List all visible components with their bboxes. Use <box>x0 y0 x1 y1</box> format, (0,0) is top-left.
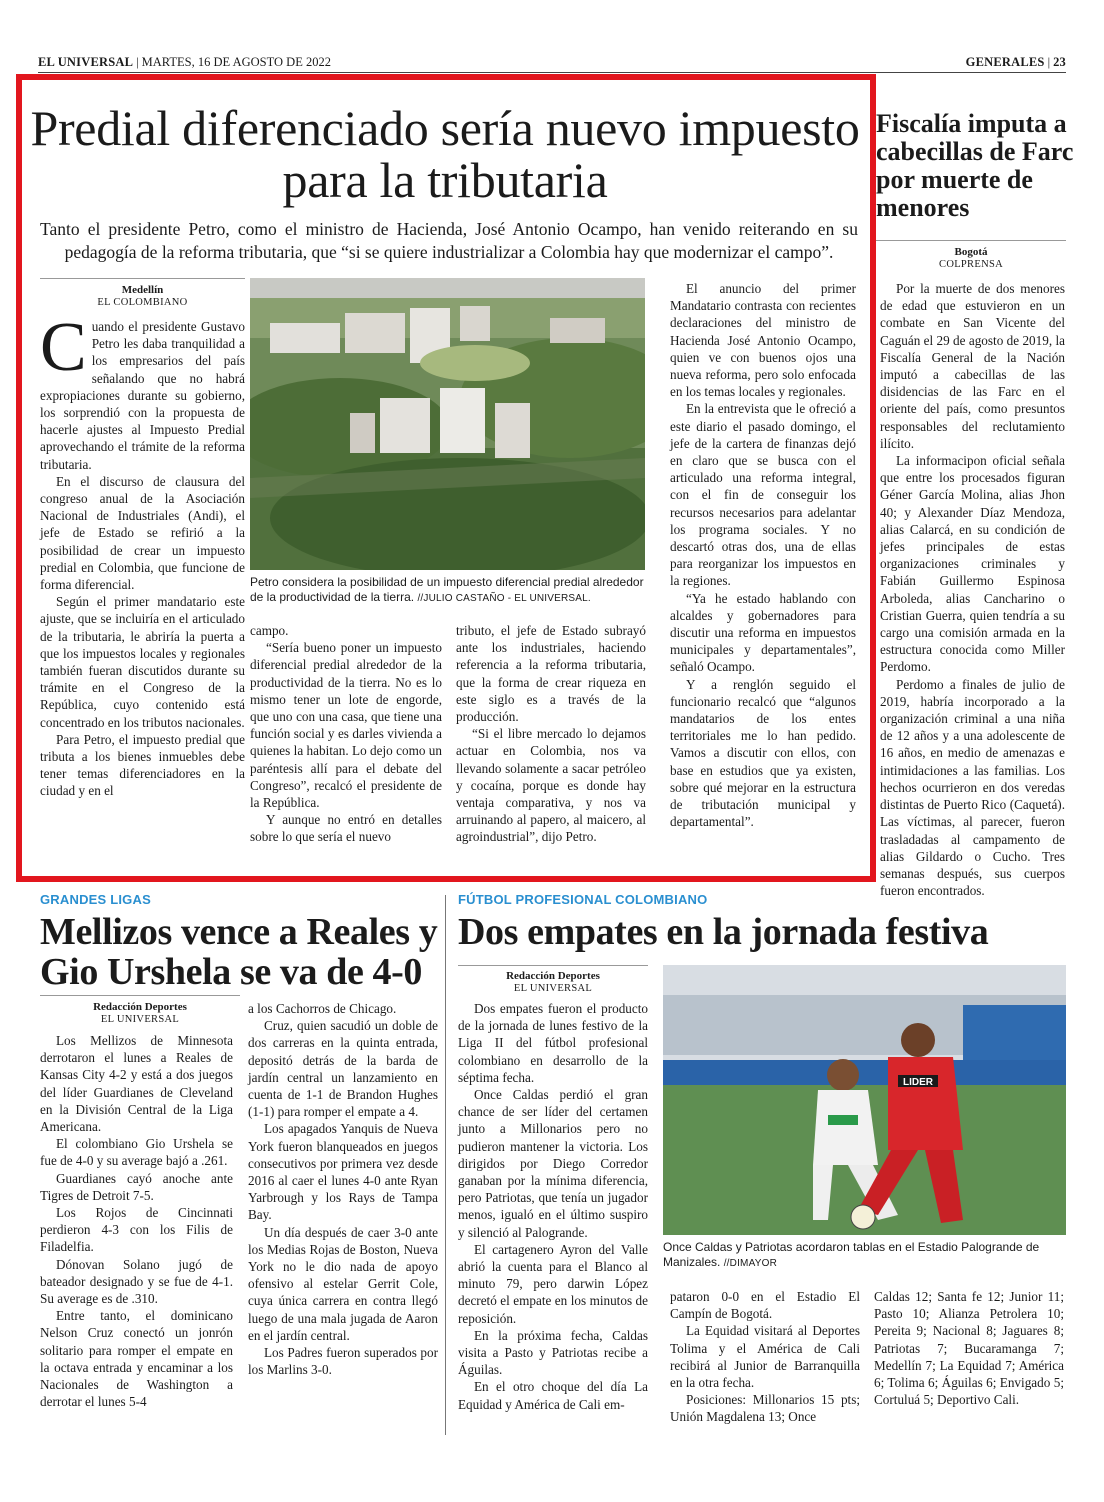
main-column-4 <box>670 280 856 831</box>
side-headline: Fiscalía imputa a cabecillas de Farc por muerte de menores <box>876 109 1074 222</box>
paragraph: a los Cachorros de Chicago. <box>248 1001 397 1016</box>
paragraph: Perdomo a finales de julio de 2019, habría incorporado a la organización criminal a una niña de 12 años y a una adolescente de 16 años, en medio de amenazas e intimidaciones a las familias. Los hechos ocurrieron en dos veredas distintas de Puerto Rico (Caquetá). Las víctimas, al parecer, fueron trasladadas al campamento de alias Gildardo o Cucho. Tres semanas después, sus cuerpos fueron encontrados. <box>880 676 1065 899</box>
mlb-column-2 <box>248 1000 438 1378</box>
paragraph: campo. <box>250 623 289 638</box>
caption-text: Petro considera la posibilidad de un impuesto diferencial predial alrededor de la productividad de la tierra. <box>250 575 644 604</box>
paragraph: Y a renglón seguido el funcionario recalcó que “algunos mandatarios de los entes territoriales me lo han pedido. Vamos a discutir con ellos, con base en estudios que ya existen, sobre qué mejorar en la estructura de tributación municipal y departamental”. <box>670 676 856 830</box>
mlb-byline-rule <box>40 995 240 996</box>
header-right <box>966 55 1066 70</box>
paragraph: Los Rojos de Cincinnati perdieron 4-3 con los Filis de Filadelfia. <box>40 1205 233 1255</box>
mlb-byline <box>40 1001 240 1026</box>
jersey-sponsor-text: LIDER <box>903 1077 933 1088</box>
byline-city: Redacción Deportes <box>506 970 600 982</box>
soccer-match-photo <box>663 965 1066 1235</box>
byline-city: Redacción Deportes <box>93 1001 187 1013</box>
main-column-2 <box>250 622 442 846</box>
paragraph: pataron 0-0 en el Estadio El Campín de Bogotá. <box>670 1289 860 1322</box>
paragraph: “Ya he estado hablando con alcaldes y gobernadores para discutir una reforma en impuestos municipales y departamentales”, señaló Ocampo. <box>670 590 856 675</box>
paragraph: Los Padres fueron superados por los Marlins 3-0. <box>248 1345 438 1378</box>
aerial-city-photo <box>250 278 645 570</box>
paragraph: El colombiano Gio Urshela se fue de 4-0 y su average bajó a .261. <box>40 1136 233 1169</box>
futbol-column-2 <box>670 1288 860 1426</box>
side-byline <box>876 246 1066 271</box>
paragraph: “Sería bueno poner un impuesto diferencial predial alrededor de la productividad de la tierra. No es lo mismo tener un lote de engorde, que uno con una casa, que tiene una función social y es darles vivienda a quienes la habitan. Lo dejo como un paréntesis allí para el debate del Congreso”, recalcó el presidente de la República. <box>250 640 442 811</box>
paragraph: Los apagados Yanquis de Nueva York fueron blanqueados en juegos consecutivos por primera vez desde 2016 al caer el lunes 4-0 ante Ryan Yarbrough y los Rays de Tampa Bay. <box>248 1121 438 1223</box>
paragraph: Once Caldas perdió el gran chance de ser líder del certamen junto a Millonarios pero no pudieron mantener la victoria. Los dirigidos por Diego Corredor ganaban por la mínima diferencia, pero Patriotas, que tenía un jugador menos, igualó en el último suspiro y silenció al Palogrande. <box>458 1087 648 1240</box>
header-divider: | <box>136 54 139 69</box>
drop-cap: C <box>40 309 87 386</box>
deck-rule <box>40 278 245 279</box>
caption-text: Once Caldas y Patriotas acordaron tablas en el Estadio Palogrande de Manizales. <box>663 1240 1040 1269</box>
paragraph: Los Mellizos de Minnesota derrotaron el lunes a Reales de Kansas City 4-2 y está a dos juegos del líder Guardianes de Cleveland en la División Central de la Liga Americana. <box>40 1033 233 1135</box>
side-rule <box>876 240 1066 241</box>
soccer-photo-illustration <box>663 965 1066 1235</box>
paragraph: Y aunque no entró en detalles sobre lo que sería el nuevo <box>250 812 442 845</box>
byline-agency: EL COLOMBIANO <box>97 297 188 308</box>
paragraph: Cuando el presidente Gustavo Petro les daba tranquilidad a los empresarios del país señalando que no habrá expropiaciones durante su gobierno, los sorprendió con la propuesta de hacerle ajustes al Impuesto Predial aprovechando el trámite de la reforma tributaria. <box>40 309 245 472</box>
issue-date: MARTES, 16 DE AGOSTO DE 2022 <box>141 54 331 69</box>
futbol-photo-caption <box>663 1240 1066 1271</box>
paragraph: Posiciones: Millonarios 15 pts; Unión Magdalena 13; Once <box>670 1392 860 1425</box>
main-column-3 <box>456 622 646 846</box>
newspaper-brand: EL UNIVERSAL <box>38 54 134 69</box>
section-name: GENERALES <box>965 54 1045 69</box>
paragraph: Dónovan Solano jugó de bateador designado y se fue de 4-1. Su average es de .310. <box>40 1256 233 1307</box>
paragraph: El cartagenero Ayron del Valle abrió la cuenta para el Blanco al minuto 79, pero darwin López decretó el empate en los minutos de reposición. <box>458 1241 648 1326</box>
paragraph: Dos empates fueron el producto de la jornada de lunes festivo de la Liga II del fútbol profesional colombiano en desarrollo de la séptima fecha. <box>458 1001 648 1085</box>
main-column-1 <box>40 309 245 800</box>
futbol-headline: Dos empates en la jornada festiva <box>458 911 989 953</box>
aerial-photo-illustration <box>250 278 645 570</box>
byline-city: Medellín <box>121 284 164 296</box>
byline-agency: EL UNIVERSAL <box>100 1014 180 1025</box>
paragraph: Guardianes cayó anoche ante Tigres de Detroit 7-5. <box>40 1170 233 1203</box>
main-deck: Tanto el presidente Petro, como el ministro de Hacienda, José Antonio Ocampo, han venido reiterando en su pedagogía de la reforma tributaria, que “si se quiere industrializar a Colombia hay que modernizar el campo”. <box>40 219 858 262</box>
main-byline <box>40 284 245 309</box>
futbol-byline <box>458 970 648 995</box>
paragraph: En la próxima fecha, Caldas visita a Pasto y Patriotas recibe a Águilas. <box>458 1327 648 1378</box>
section-label-mlb: GRANDES LIGAS <box>40 892 151 907</box>
main-headline: Predial diferenciado sería nuevo impuesto para la tributaria <box>30 100 860 208</box>
paragraph: La Equidad visitará al Deportes Tolima y el América de Cali recibirá al Junior de Barranquilla en la otra fecha. <box>670 1323 860 1391</box>
byline-agency: EL UNIVERSAL <box>513 983 593 994</box>
paragraph: Para Petro, el impuesto predial que tributa a los bienes inmuebles debe tener temas diferenciadores en la ciudad y en el <box>40 731 245 799</box>
header-left <box>38 55 331 70</box>
mlb-headline: Mellizos vence a Reales y Gio Urshela se va de 4-0 <box>40 911 438 993</box>
paragraph: Caldas 12; Santa fe 12; Junior 11; Pasto 10; Alianza Petrolera 10; Pereita 9; Nacional 8; Jaguares 8; Patriotas 7; Bucaramanga 7; Medellín 7; La Equidad 7; América 6; Tolima 6; Águilas 6; Envigado 5; Cortuluá 5; Deportivo Cali. <box>874 1289 1064 1408</box>
paragraph: Según el primer mandatario este ajuste, que se incluiría en el articulado de la tributaria, le abriría la puerta a que los impuestos locales y regionales también fueran discutidos durante su trámite en el Congreso de la República, cuyo contenido está concentrado en los tributos nacionales. <box>40 594 245 730</box>
main-photo-caption <box>250 575 645 606</box>
paragraph: En el discurso de clausura del congreso anual de la Asociación Nacional de Industriales (Andi), el jefe de Estado se refirió a la posibilidad de crear un impuesto predial en Colombia, que funcione de forma diferencial. <box>40 473 245 593</box>
byline-city: Bogotá <box>954 246 988 258</box>
section-label-futbol: FÚTBOL PROFESIONAL COLOMBIANO <box>458 892 708 907</box>
futbol-column-3 <box>874 1288 1064 1408</box>
paragraph: Entre tanto, el dominicano Nelson Cruz conectó un jonrón solitario para romper el empate en la octava entrada y encaminar a los Nacionales de Washington a derrotar el lunes 5-4 <box>40 1308 233 1410</box>
caption-credit: //DIMAYOR <box>723 1258 777 1269</box>
paragraph: En la entrevista que le ofreció a este diario el pasado domingo, el jefe de la cartera de finanzas dejó en claro que se busca con el articulado una reforma integral, con el fin de conseguir los recursos necesarios para adelantar los programa sociales. Y no descartó otras dos, una de ellas para reorganizar los impuestos en la regiones. <box>670 401 856 589</box>
page-number: 23 <box>1053 54 1066 69</box>
header-divider-right: | <box>1047 54 1051 69</box>
paragraph: La informacipon oficial señala que entre los procesados figuran Géner García Molina, alias Jhon 40; y Alexander Díaz Mendoza, alias Calarcá, en su condición de jefes principales de estas organizaciones criminales y Fabián Guillermo Espinosa Arboleda, alias Cancharino o Cristian Guerra, quien tendría a su cargo una comisión armada en la estructura conocida como Miller Perdomo. <box>880 453 1065 675</box>
header-rule <box>38 72 1066 73</box>
column-divider <box>445 895 446 1435</box>
byline-agency: COLPRENSA <box>939 259 1003 270</box>
paragraph: En el otro choque del día La Equidad y América de Cali em- <box>458 1379 648 1412</box>
caption-credit: //JULIO CASTAÑO - EL UNIVERSAL. <box>417 593 591 604</box>
side-column <box>880 280 1065 899</box>
paragraph: Cruz, quien sacudió un doble de dos carreras en la quinta entrada, depositó detrás de la barda de jardín central un lanzamiento en cuenta de 1-1 de Brandon Hughes (1-1) para romper el empate a 4. <box>248 1018 438 1120</box>
paragraph: Un día después de caer 3-0 ante los Medias Rojas de Boston, Nueva York no le dio nada de apoyo ofensivo al estelar Gerrit Cole, cuya única carrera en contra llegó luego de una mala jugada de Aaron en el jardín central. <box>248 1224 438 1343</box>
paragraph: Por la muerte de dos menores de edad que estuvieron en un combate en San Vicente del Caguán el 29 de agosto de 2019, la Fiscalía General de la Nación imputó a cabecillas de las disidencias de las Farc en el oriente del país, como presuntos responsables del reclutamiento ilícito. <box>880 281 1065 451</box>
paragraph: El anuncio del primer Mandatario contrasta con recientes declaraciones del ministro de Hacienda José Antonio Ocampo, quien ve con buenos ojos una nueva reforma, pero solo enfocada en los temas locales y regionales. <box>670 281 856 400</box>
page-header <box>38 54 1066 70</box>
paragraph: tributo, el jefe de Estado subrayó ante los industriales, haciendo referencia a la reforma tributaria, que la forma de crear riqueza en este siglo es a través de la producción. <box>456 623 646 725</box>
mlb-column-1 <box>40 1032 233 1410</box>
futbol-column-1 <box>458 1000 648 1413</box>
paragraph: “Si el libre mercado lo dejamos actuar en Colombia, nos va llevando solamente a sacar petróleo y cocaína, porque es donde hay ventaja comparativa, y nos va arruinando al papero, al maicero, al agroindustrial”, dijo Petro. <box>456 726 646 845</box>
futbol-byline-rule <box>458 965 648 966</box>
